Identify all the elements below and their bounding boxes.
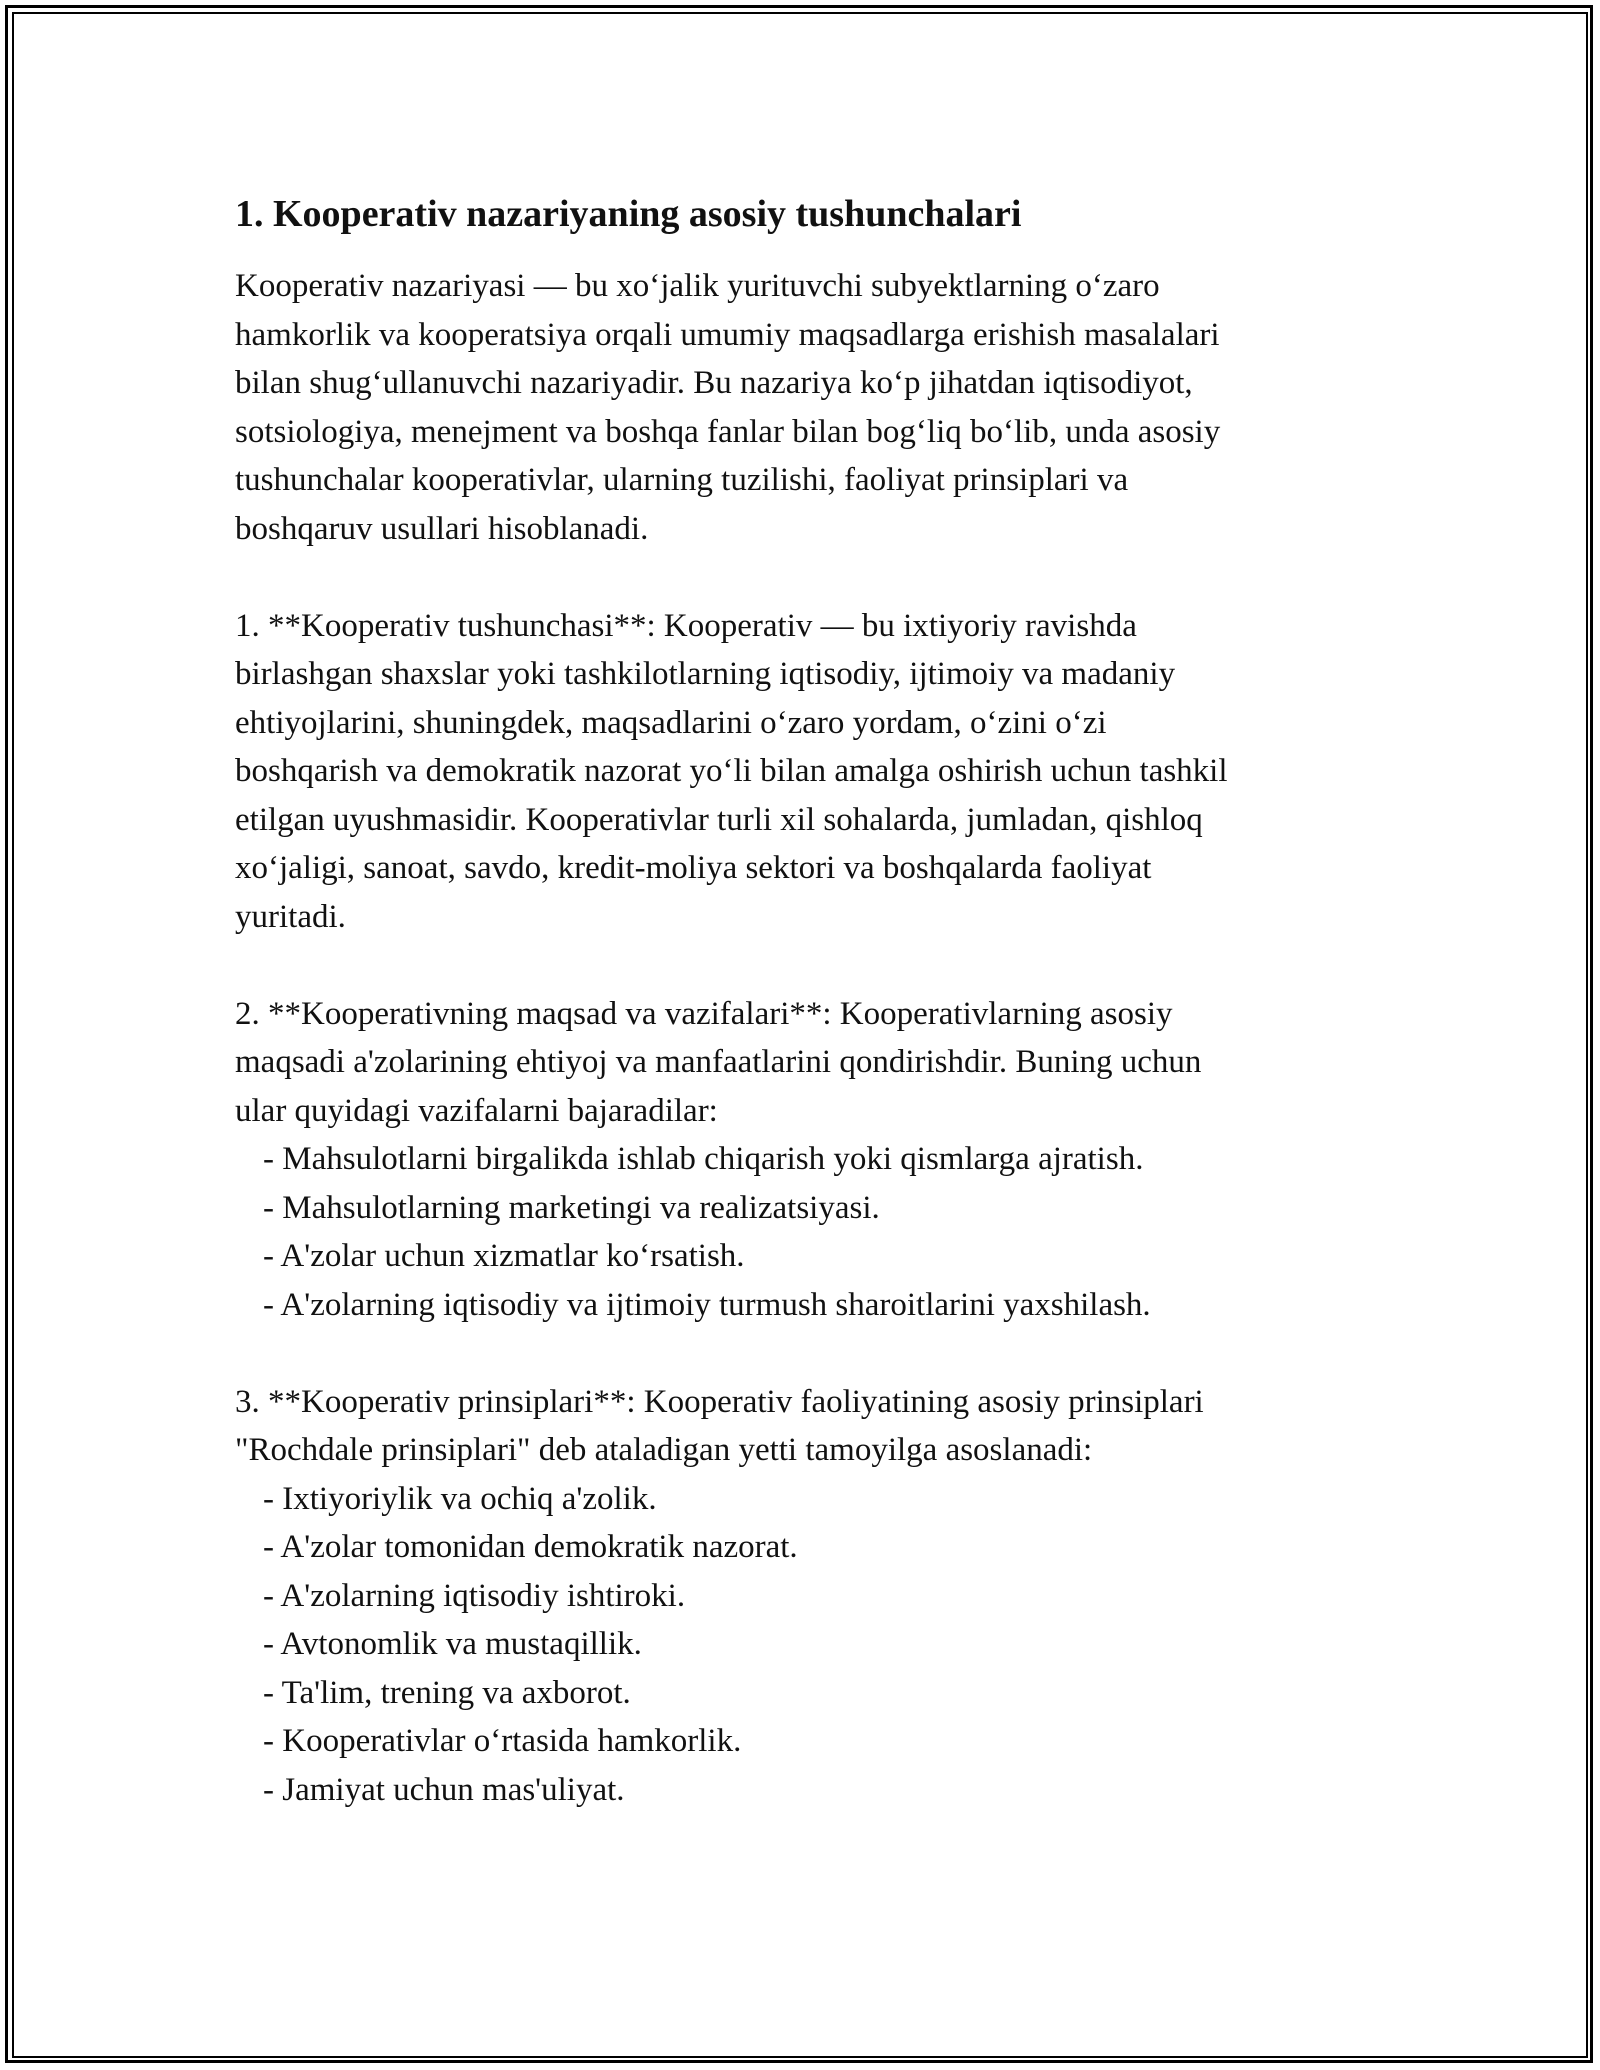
text-line: etilgan uyushmasidir. Kooperativlar turli xil sohalarda, jumladan, qishloq [235,801,1203,838]
list-item: - Mahsulotlarni birgalikda ishlab chiqarish yoki qismlarga ajratish. [263,1141,1144,1177]
text-line: boshqarish va demokratik nazorat yo‘li bilan amalga oshirish uchun tashkil [235,753,1228,789]
text-line: Kooperativ nazariyasi — bu xo‘jalik yurituvchi subyektlarning o‘zaro [235,268,1160,304]
text-line: "Rochdale prinsiplari" deb ataladigan yetti tamoyilga asoslanadi: [235,1432,1093,1468]
list-item: - A'zolar tomonidan demokratik nazorat. [263,1529,798,1565]
list-item: - Ta'lim, trening va axborot. [263,1674,631,1711]
text-line: 3. **Kooperativ prinsiplari**: Kooperativ faoliyatining asosiy prinsiplari [235,1383,1204,1420]
text-line: ehtiyojlarini, shuningdek, maqsadlarini o‘zaro yordam, o‘zini o‘zi [235,704,1107,741]
document-body [235,188,1375,1814]
intro-paragraph [235,262,1375,553]
list-item: - A'zolarning iqtisodiy va ijtimoiy turmush sharoitlarini yaxshilash. [263,1286,1151,1323]
text-line: boshqaruv usullari hisoblanadi. [235,510,649,547]
goals-and-tasks-paragraph [235,990,1375,1330]
text-line: bilan shug‘ullanuvchi nazariyadir. Bu nazariya ko‘p jihatdan iqtisodiyot, [235,365,1193,401]
text-line: birlashgan shaxslar yoki tashkilotlarning iqtisodiy, ijtimoiy va madaniy [235,656,1176,692]
list-item: - A'zolarning iqtisodiy ishtiroki. [263,1577,686,1614]
list-item: - A'zolar uchun xizmatlar ko‘rsatish. [263,1238,745,1274]
list-item: - Mahsulotlarning marketingi va realizatsiyasi. [263,1189,880,1226]
text-line: 1. **Kooperativ tushunchasi**: Kooperativ — bu ixtiyoriy ravishda [235,607,1137,644]
text-line: yuritadi. [235,898,346,935]
cooperative-concept-paragraph [235,602,1375,942]
list-item: - Avtonomlik va mustaqillik. [263,1626,642,1662]
paragraph-gap [235,553,1375,602]
text-line: 2. **Kooperativning maqsad va vazifalari**: Kooperativlarning asosiy [235,995,1173,1032]
section-heading: 1. Kooperativ nazariyaning asosiy tushunchalari [235,193,1022,235]
text-line: ular quyidagi vazifalarni bajaradilar: [235,1092,718,1129]
text-line: maqsadi a'zolarining ehtiyoj va manfaatlarini qondirishdir. Buning uchun [235,1044,1202,1080]
list-item: - Jamiyat uchun mas'uliyat. [263,1771,625,1808]
list-item: - Kooperativlar o‘rtasida hamkorlik. [263,1723,742,1759]
paragraph-gap [235,1329,1375,1378]
principles-paragraph [235,1378,1375,1815]
text-line: hamkorlik va kooperatsiya orqali umumiy maqsadlarga erishish masalalari [235,316,1220,353]
paragraph-gap [235,941,1375,990]
text-line: tushunchalar kooperativlar, ularning tuzilishi, faoliyat prinsiplari va [235,462,1129,498]
text-line: sotsiologiya, menejment va boshqa fanlar bilan bog‘liq bo‘lib, unda asosiy [235,413,1221,450]
list-item: - Ixtiyoriylik va ochiq a'zolik. [263,1480,657,1517]
text-line: xo‘jaligi, sanoat, savdo, kredit-moliya sektori va boshqalarda faoliyat [235,850,1152,886]
